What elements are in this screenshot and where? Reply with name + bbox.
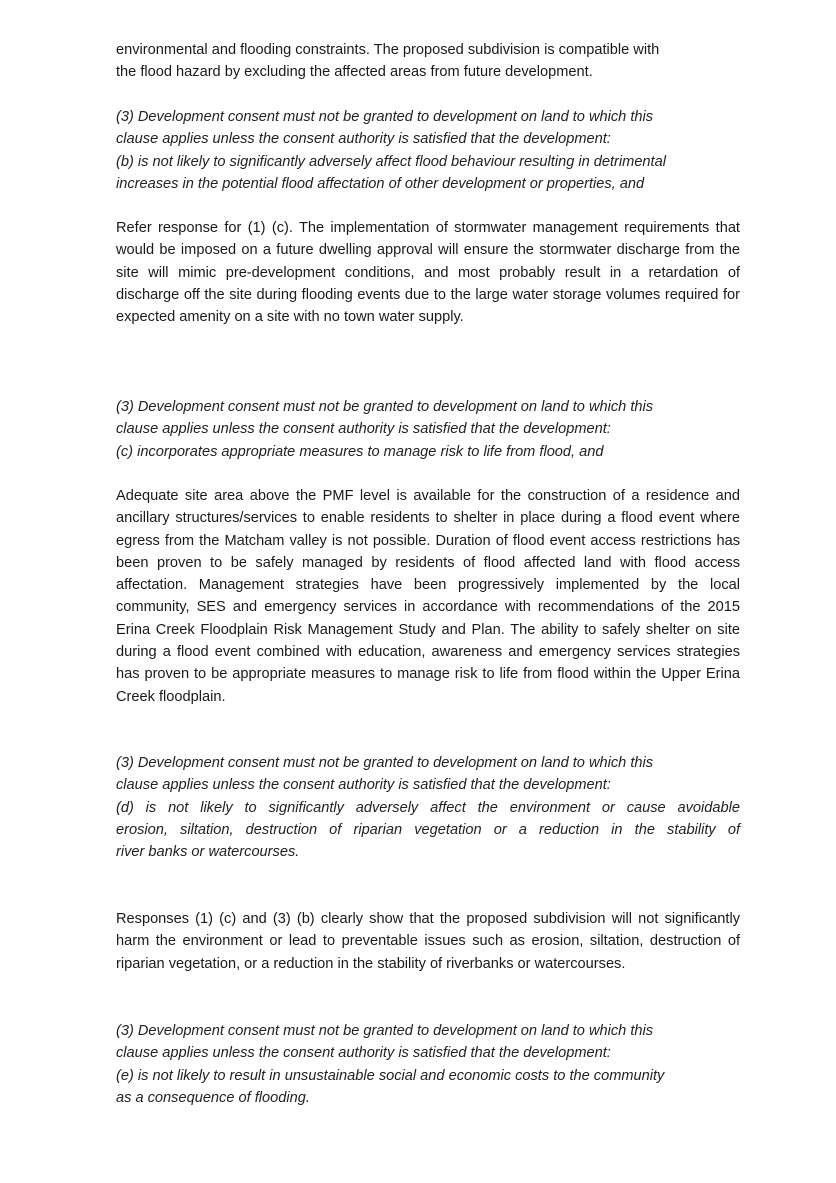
clause-line: (c) incorporates appropriate measures to manage risk to life from flood, and xyxy=(116,443,604,460)
clause-line: clause applies unless the consent authority is satisfied that the development: xyxy=(116,777,611,794)
clause-line: (3) Development consent must not be granted to development on land to which this xyxy=(116,1023,654,1039)
clause-3b-quote xyxy=(116,106,740,195)
paragraph-line: the flood hazard by excluding the affected areas from future development. xyxy=(116,64,593,81)
clause-line: (3) Development consent must not be granted to development on land to which this xyxy=(116,399,654,415)
clause-3c-quote xyxy=(116,396,740,463)
clause-line: clause applies unless the consent authority is satisfied that the development: xyxy=(116,1045,611,1062)
response-paragraph-continuation xyxy=(116,39,740,84)
response-3b-paragraph: Refer response for (1) (c). The implementation of stormwater management requirements that would be imposed on a future dwelling approval will ensure the stormwater discharge from the site will mimic pre-development conditions, and most probably result in a retardation of discharge off the site during flooding events due to the large water storage volumes required for expected amenity on a site with no town water supply. xyxy=(116,220,740,326)
clause-line: clause applies unless the consent authority is satisfied that the development: xyxy=(116,131,611,148)
response-3c-paragraph: Adequate site area above the PMF level is available for the construction of a residence and ancillary structures/services to enable residents to shelter in place during a flood event where egress from the Matcham valley is not possible. Duration of flood event access restrictions has been proven to be safely managed by residents of flood affected land with flood access affectation. Management strategies have been progressively implemented by the local community, SES and emergency services in accordance with recommendations of the 2015 Erina Creek Floodplain Risk Management Study and Plan. The ability to safely shelter on site during a flood event combined with education, awareness and emergency services strategies has proven to be appropriate measures to manage risk to life from flood within the Upper Erina Creek floodplain. xyxy=(116,488,740,705)
clause-3d-quote xyxy=(116,752,740,863)
response-3d-paragraph: Responses (1) (c) and (3) (b) clearly show that the proposed subdivision will not significantly harm the environment or lead to preventable issues such as erosion, siltation, destruction of riparian vegetation, or a reduction in the stability of riverbanks or watercourses. xyxy=(116,911,740,972)
paragraph-line: environmental and flooding constraints. The proposed subdivision is compatible with xyxy=(116,42,660,58)
clause-line: as a consequence of flooding. xyxy=(116,1089,310,1106)
clause-line: (3) Development consent must not be granted to development on land to which this xyxy=(116,109,654,125)
clause-line: (3) Development consent must not be granted to development on land to which this xyxy=(116,755,654,771)
clause-line: erosion, siltation, destruction of riparian vegetation or a reduction in the stability of xyxy=(116,821,740,838)
clause-line: (b) is not likely to significantly adversely affect flood behaviour resulting in detrimental xyxy=(116,153,666,170)
clause-line: increases in the potential flood affectation of other development or properties, and xyxy=(116,175,645,192)
clause-3e-quote xyxy=(116,1020,740,1109)
clause-line: river banks or watercourses. xyxy=(116,844,300,861)
clause-line: (d) is not likely to significantly adversely affect the environment or cause avoidable xyxy=(116,799,740,816)
clause-line: clause applies unless the consent authority is satisfied that the development: xyxy=(116,421,611,438)
clause-line: (e) is not likely to result in unsustainable social and economic costs to the community xyxy=(116,1067,665,1084)
